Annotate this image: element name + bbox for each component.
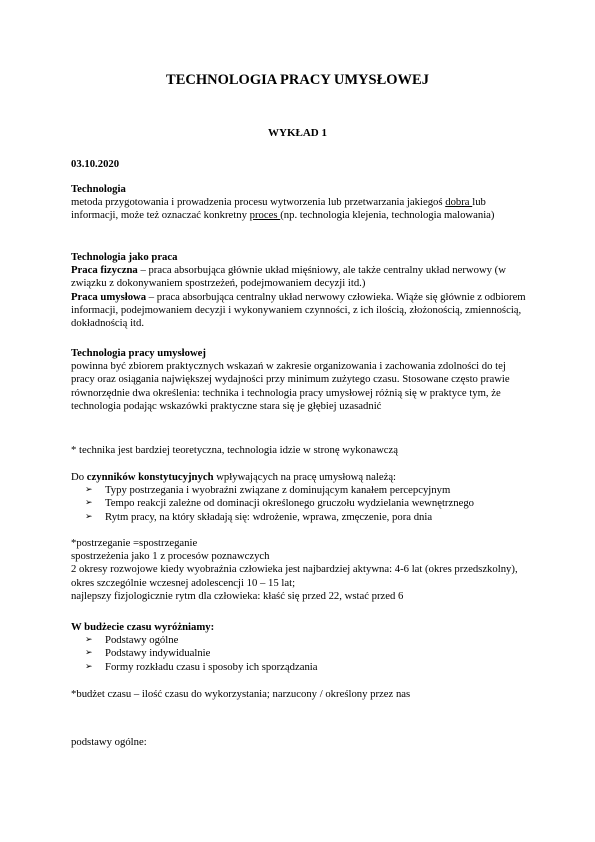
section-technologia-pracy-umyslowej	[71, 347, 531, 413]
paragraph-text: (np. technologia klejenia, technologia malowania)	[280, 209, 495, 222]
arrow-bullet-icon: ➢	[85, 648, 93, 659]
list-item-text: Typy postrzegania i wyobraźni związane z dominującym kanałem percepcyjnym	[105, 484, 451, 497]
text-line: spostrzeżenia jako 1 z procesów poznawczych	[71, 550, 270, 563]
footer-line	[71, 736, 531, 749]
date-line	[71, 158, 531, 171]
list-item	[85, 497, 531, 510]
arrow-bullet-icon: ➢	[85, 511, 93, 522]
list-item	[85, 511, 531, 524]
list-item	[85, 634, 531, 647]
list-item	[85, 661, 531, 674]
bullet-list	[71, 634, 531, 674]
lecture-heading: WYKŁAD 1	[268, 127, 327, 139]
term: Praca fizyczna	[71, 264, 138, 277]
section-technologia-jako-praca	[71, 251, 531, 330]
term: Praca umysłowa	[71, 290, 147, 303]
note-budzet-czasu	[71, 688, 531, 701]
paragraph-text: metoda przygotowania i prowadzenia procesu wytworzenia lub przetwarzania jakiegoś	[71, 196, 446, 209]
note-text: * technika jest bardziej teoretyczna, technologia idzie w stronę wykonawczą	[71, 444, 399, 456]
section-paragraph: powinna być zbiorem praktycznych wskazań w zakresie organizowania i zachowania zdolności do tej pracy oraz osiągania największej wydajności przy minimum zużytego czasu. Stosowane często prawie równorzędnie dwa określenia: technika i technologia pracy umysłowej różnią się w praktyce tym, że technologia podając wskazówki praktyczne stara się je głębiej uzasadnić	[71, 360, 510, 412]
list-item-text: Formy rozkładu czasu i sposoby ich sporządzania	[105, 660, 318, 673]
section-intro	[71, 471, 531, 484]
list-item	[85, 484, 531, 497]
text-line: *postrzeganie =spostrzeganie	[71, 537, 198, 549]
section-technologia	[71, 183, 531, 223]
section-budzet-czasu	[71, 621, 531, 674]
section-heading: Technologia jako praca	[71, 251, 178, 263]
section-postrzeganie	[71, 537, 531, 603]
paragraph-text: lub informacji, może też oznaczać konkretny	[71, 196, 486, 222]
list-item-text: Rytm pracy, na który składają się: wdrożenie, wprawa, zmęczenie, pora dnia	[105, 510, 433, 523]
link-proces[interactable]: proces	[249, 209, 281, 222]
section-paragraph	[71, 196, 531, 222]
note-text: *budżet czasu – ilość czasu do wykorzystania; narzucony / określony przez nas	[71, 688, 411, 700]
definition-text: – praca absorbująca głównie układ mięśniowy, ale także centralny układ nerwowy (w związku z dokonywaniem spostrzeżeń, podejmowaniem decyzji itd.)	[71, 264, 506, 290]
section-heading: Technologia	[71, 183, 126, 195]
bullet-list	[71, 484, 531, 524]
text-line: najlepszy fizjologicznie rytm dla człowieka: kłaść się przed 22, wstać przed 6	[71, 589, 404, 602]
document-title: TECHNOLOGIA PRACY UMYSŁOWEJ	[166, 72, 429, 88]
definition-praca-fizyczna	[71, 264, 531, 290]
arrow-bullet-icon: ➢	[85, 498, 93, 509]
text-line: 2 okresy rozwojowe kiedy wyobraźnia człowieka jest najbardziej aktywna: 4-6 lat (okres przedszkolny), okres szczególnie wczesnej adolescencji 10 – 15 lat;	[71, 563, 518, 589]
arrow-bullet-icon: ➢	[85, 635, 93, 646]
list-item-text: Podstawy ogólne	[105, 634, 179, 647]
link-dobra[interactable]: dobra	[445, 196, 473, 209]
arrow-bullet-icon: ➢	[85, 661, 93, 672]
list-item-text: Tempo reakcji zależne od dominacji określonego gruczołu wydzielania wewnętrznego	[105, 497, 475, 510]
footer-text: podstawy ogólne:	[71, 736, 147, 748]
definition-text: – praca absorbująca centralny układ nerwowy człowieka. Wiąże się głównie z odbiorem informacji, podejmowaniem decyzji i wykonywaniem czynności, z ich ilością, złożonością, zmiennością, dokładnością itd.	[71, 290, 526, 330]
definition-praca-umyslowa	[71, 291, 531, 331]
date-text: 03.10.2020	[71, 158, 120, 170]
intro-term: czynników konstytucyjnych	[86, 471, 214, 483]
section-czynniki	[71, 471, 531, 524]
section-heading: Technologia pracy umysłowej	[71, 347, 206, 359]
note-technika	[71, 444, 531, 457]
intro-text: Do	[71, 471, 87, 483]
list-item	[85, 647, 531, 660]
section-heading: W budżecie czasu wyróżniamy:	[71, 621, 215, 633]
intro-text: wpływających na pracę umysłową należą:	[213, 471, 397, 483]
list-item-text: Podstawy indywidualnie	[105, 647, 211, 660]
arrow-bullet-icon: ➢	[85, 485, 93, 496]
